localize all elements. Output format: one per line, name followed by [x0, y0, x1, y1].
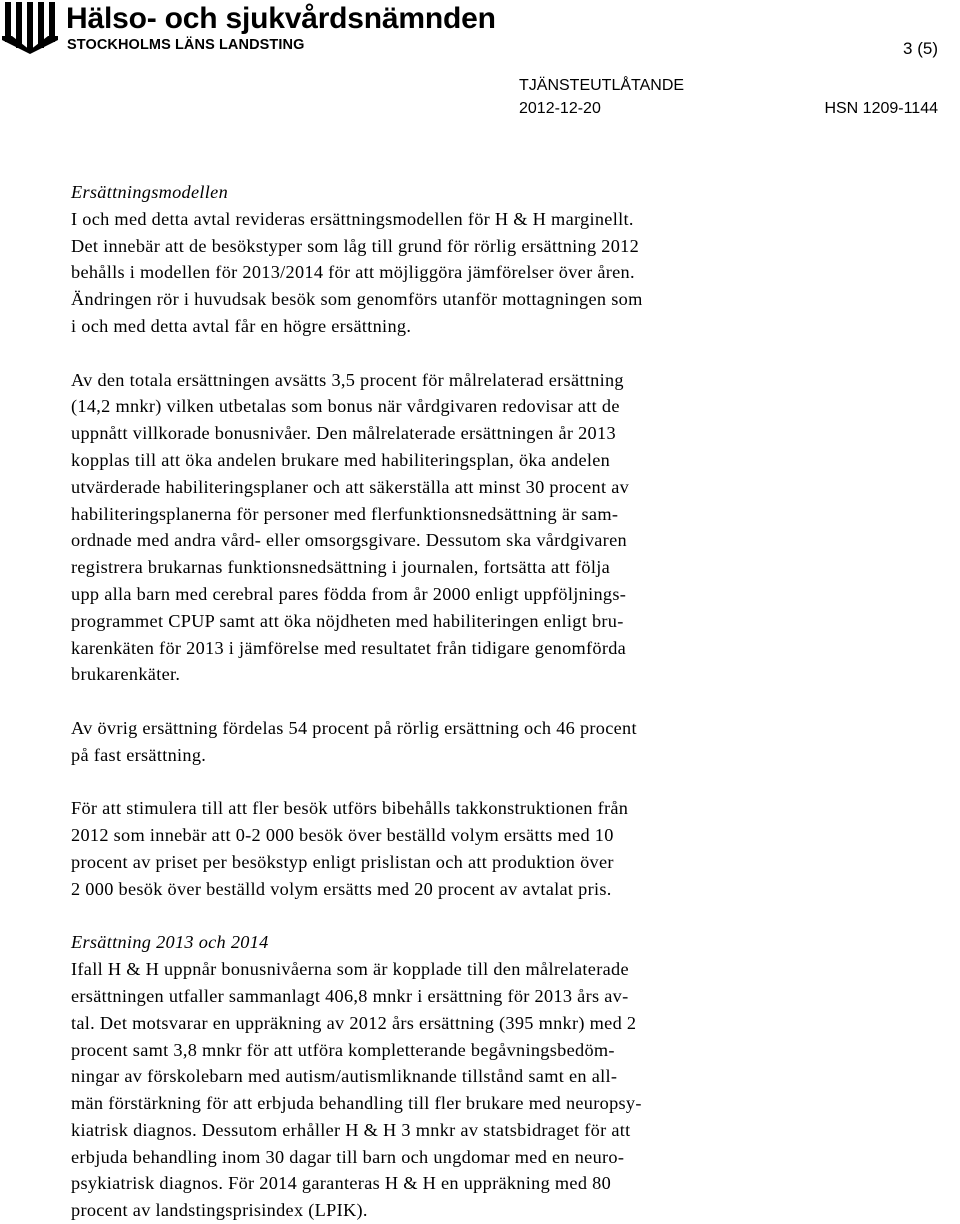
- text-line: (14,2 mnkr) vilken utbetalas som bonus när vårdgivaren redovisar att de: [71, 396, 620, 417]
- text-line: kiatrisk diagnos. Dessutom erhåller H & H 3 mnkr av statsbidraget för att: [71, 1119, 631, 1140]
- text-line: Det innebär att de besökstyper som låg till grund för rörlig ersättning 2012: [71, 235, 640, 256]
- page-number: 3 (5): [903, 39, 938, 58]
- text-line: ersättningen utfaller sammanlagt 406,8 mnkr i ersättning för 2013 års av-: [71, 985, 629, 1006]
- text-line: män förstärkning för att erbjuda behandling till fler brukare med neuropsy-: [71, 1093, 642, 1114]
- paragraph-gap: [71, 688, 941, 715]
- text-line: tal. Det motsvarar en uppräkning av 2012 års ersättning (395 mnkr) med 2: [71, 1012, 637, 1033]
- text-line: procent samt 3,8 mnkr för att utföra kompletterande begåvningsbedöm-: [71, 1039, 615, 1060]
- section-heading: Ersättning 2013 och 2014: [71, 932, 269, 953]
- text-line: brukarenkäter.: [71, 664, 181, 685]
- document-type: TJÄNSTEUTLÅTANDE: [519, 77, 685, 94]
- organization-name: Hälso- och sjukvårdsnämnden: [66, 2, 496, 35]
- text-line: habiliteringsplanerna för personer med flerfunktionsnedsättning är sam-: [71, 503, 619, 524]
- text-line: Ifall H & H uppnår bonusnivåerna som är kopplade till den målrelaterade: [71, 959, 629, 980]
- organization-subtitle: STOCKHOLMS LÄNS LANDSTING: [67, 37, 305, 53]
- text-line: behålls i modellen för 2013/2014 för att möjliggöra jämförelser över åren.: [71, 262, 635, 283]
- paragraph: [71, 795, 941, 902]
- text-line: procent av landstingsprisindex (LPIK).: [71, 1200, 368, 1221]
- text-line: ordnade med andra vård- eller omsorgsgivare. Dessutom ska vårdgivaren: [71, 530, 627, 551]
- text-line: Ändringen rör i huvudsak besök som genomförs utanför mottagningen som: [71, 289, 643, 310]
- text-line: utvärderade habiliteringsplaner och att säkerställa att minst 30 procent av: [71, 476, 630, 497]
- text-line: kopplas till att öka andelen brukare med habiliteringsplan, öka andelen: [71, 449, 611, 470]
- text-line: För att stimulera till att fler besök utförs bibehålls takkonstruktionen från: [71, 798, 629, 819]
- organization-logo: [0, 2, 496, 58]
- text-line: ningar av förskolebarn med autism/autismliknande tillstånd samt en all-: [71, 1066, 618, 1087]
- text-line: Av den totala ersättningen avsätts 3,5 procent för målrelaterad ersättning: [71, 369, 624, 390]
- text-line: psykiatrisk diagnos. För 2014 garanteras H & H en uppräkning med 80: [71, 1173, 612, 1194]
- text-line: programmet CPUP samt att öka nöjdheten med habiliteringen enligt bru-: [71, 610, 624, 631]
- text-line: I och med detta avtal revideras ersättningsmodellen för H & H marginellt.: [71, 208, 634, 229]
- paragraph-gap: [71, 340, 941, 367]
- text-line: karenkäten för 2013 i jämförelse med resultatet från tidigare genomförda: [71, 637, 627, 658]
- section-heading: Ersättningsmodellen: [71, 182, 229, 202]
- paragraph-gap: [71, 769, 941, 796]
- document-date: 2012-12-20: [519, 100, 601, 117]
- text-line: 2 000 besök över beställd volym ersätts med 20 procent av avtalat pris.: [71, 878, 612, 899]
- text-line: på fast ersättning.: [71, 744, 207, 765]
- paragraph: [71, 715, 941, 769]
- sll-logo-icon: [2, 2, 60, 54]
- text-line: procent av priset per besökstyp enligt prislistan och att produktion över: [71, 851, 614, 872]
- text-line: Av övrig ersättning fördelas 54 procent på rörlig ersättning och 46 procent: [71, 717, 637, 738]
- text-line: erbjuda behandling inom 30 dagar till barn och ungdomar med en neuro-: [71, 1146, 625, 1167]
- text-line: i och med detta avtal får en högre ersättning.: [71, 315, 412, 336]
- paragraph: [71, 206, 941, 340]
- document-body: [71, 179, 941, 1224]
- paragraph-gap: [71, 903, 941, 930]
- text-line: uppnått villkorade bonusnivåer. Den målrelaterade ersättningen år 2013: [71, 423, 616, 444]
- text-line: 2012 som innebär att 0-2 000 besök över beställd volym ersätts med 10: [71, 825, 614, 846]
- document-reference: HSN 1209-1144: [824, 100, 938, 117]
- text-line: registrera brukarnas funktionsnedsättning i journalen, fortsätta att följa: [71, 557, 610, 578]
- paragraph: [71, 367, 941, 689]
- paragraph: [71, 956, 941, 1224]
- text-line: upp alla barn med cerebral pares födda from år 2000 enligt uppföljnings-: [71, 583, 627, 604]
